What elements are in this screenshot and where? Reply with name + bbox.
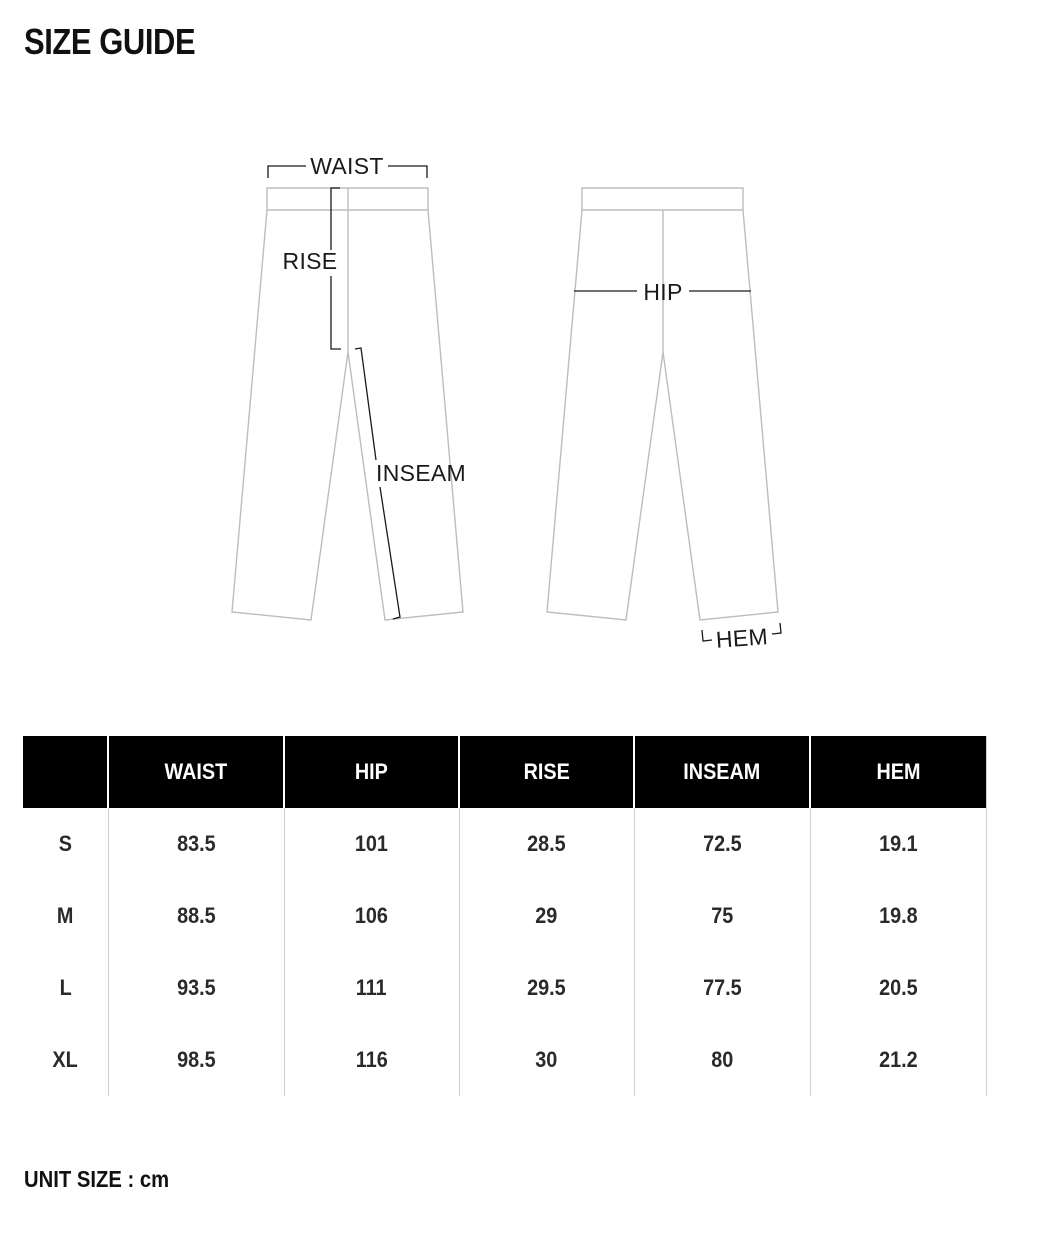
- hem-measure-left: [702, 630, 712, 641]
- size-table: [23, 736, 987, 1096]
- rise-measure-bottom: [331, 276, 341, 349]
- inseam-measure-top: [355, 348, 376, 460]
- pants-back-view: [547, 188, 781, 653]
- hip-cell: 116: [284, 1024, 459, 1096]
- back-waistband: [582, 188, 743, 210]
- header-rise: RISE: [459, 736, 634, 808]
- hem-cell: 20.5: [810, 952, 986, 1024]
- inseam-label: INSEAM: [376, 460, 466, 486]
- size-cell: S: [58, 831, 72, 856]
- inseam-cell: 72.5: [634, 808, 810, 880]
- header-waist: WAIST: [108, 736, 284, 808]
- waist-cell: 88.5: [108, 880, 284, 952]
- hip-cell: 101: [284, 808, 459, 880]
- table-row: [23, 1024, 986, 1096]
- inseam-cell: 77.5: [634, 952, 810, 1024]
- header-hem: HEM: [810, 736, 986, 808]
- hem-cell: 19.1: [810, 808, 986, 880]
- header-size: [23, 736, 108, 808]
- rise-cell: 29.5: [459, 952, 634, 1024]
- pants-front-view: [232, 153, 466, 620]
- rise-cell: 28.5: [459, 808, 634, 880]
- hip-cell: 106: [284, 880, 459, 952]
- waist-measure-left: [268, 166, 306, 178]
- rise-cell: 29: [459, 880, 634, 952]
- inseam-measure-bottom: [380, 487, 400, 619]
- hip-cell: 111: [284, 952, 459, 1024]
- inseam-cell: 80: [634, 1024, 810, 1096]
- hem-measure-right: [772, 623, 781, 634]
- waist-measure-right: [388, 166, 427, 178]
- hem-cell: 19.8: [810, 880, 986, 952]
- rise-label: RISE: [282, 248, 338, 274]
- rise-cell: 30: [459, 1024, 634, 1096]
- table-header-row: [23, 736, 986, 808]
- table-row: [23, 952, 986, 1024]
- header-hip: HIP: [284, 736, 459, 808]
- size-cell: XL: [52, 1047, 78, 1072]
- hem-cell: 21.2: [810, 1024, 986, 1096]
- hip-label: HIP: [643, 279, 683, 305]
- waist-cell: 93.5: [108, 952, 284, 1024]
- header-inseam: INSEAM: [634, 736, 810, 808]
- rise-measure-top: [331, 188, 340, 250]
- unit-size-note: UNIT SIZE : cm: [24, 1166, 170, 1192]
- table-row: [23, 880, 986, 952]
- size-cell: M: [56, 903, 74, 928]
- page-title: SIZE GUIDE: [24, 21, 196, 62]
- hem-label: HEM: [715, 623, 769, 653]
- size-cell: L: [59, 975, 72, 1000]
- waist-cell: 98.5: [108, 1024, 284, 1096]
- inseam-cell: 75: [634, 880, 810, 952]
- table-row: [23, 808, 986, 880]
- waist-cell: 83.5: [108, 808, 284, 880]
- waist-label: WAIST: [310, 153, 384, 179]
